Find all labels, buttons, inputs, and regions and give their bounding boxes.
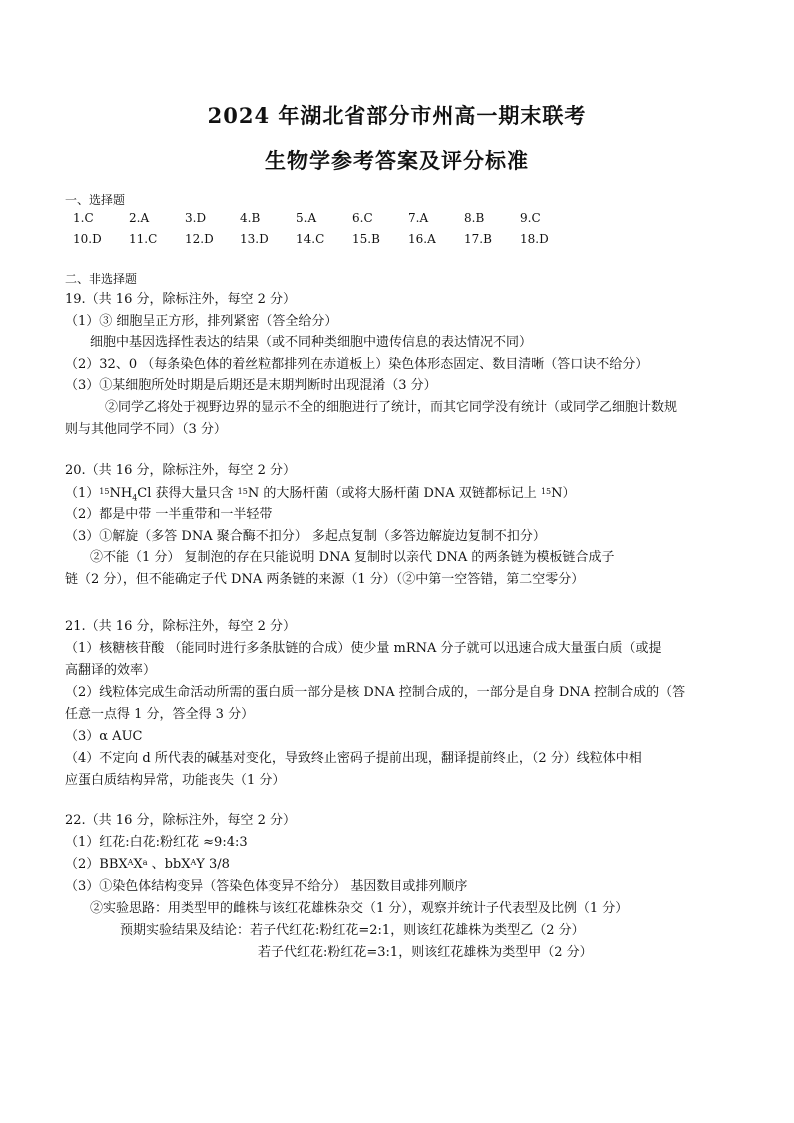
q22-answer-line: （1）红花:白花:粉红花 ≈9:4:3 <box>65 835 248 850</box>
choice-answer: 6.C <box>352 211 373 225</box>
q22-answer-line: ②实验思路：用类型甲的雌株与该红花雄株杂交（1 分），观察并统计子代表型及比例（1 分） <box>90 901 629 916</box>
choice-answer: 15.B <box>352 232 380 246</box>
choice-answer: 2.A <box>129 211 150 225</box>
choice-answer: 11.C <box>129 232 158 246</box>
choice-answer: 12.D <box>185 232 214 246</box>
choice-answer: 3.D <box>185 211 207 225</box>
q22-answer-line: 预期实验结果及结论：若子代红花:粉红花=2:1，则该红花雄株为类型乙（2 分） <box>120 923 585 938</box>
q21-answer-line: 应蛋白质结构异常，功能丧失（1 分） <box>65 773 286 788</box>
choice-answer: 7.A <box>408 211 429 225</box>
q19-answer-line: （3）①某细胞所处时期是后期还是末期判断时出现混淆（3 分） <box>65 378 437 393</box>
choice-answer: 10.D <box>73 232 102 246</box>
choice-answer: 1.C <box>73 211 94 225</box>
q21-answer-line: （2）线粒体完成生命活动所需的蛋白质一部分是核 DNA 控制合成的，一部分是自身 DNA 控制合成的（答 <box>65 685 686 700</box>
q21-answer-line: 任意一点得 1 分，答全得 3 分） <box>65 707 255 722</box>
section-choice-heading: 一、选择题 <box>65 193 126 207</box>
choice-answer: 4.B <box>240 211 261 225</box>
q19-answer-line: 则与其他同学不同）（3 分） <box>65 422 227 437</box>
q20-answer-line: 链（2 分），但不能确定子代 DNA 两条链的来源（1 分）（②中第一空答错，第二空零分） <box>65 572 585 587</box>
q21-heading: 21.（共 16 分，除标注外，每空 2 分） <box>65 619 297 634</box>
q21-answer-line: （3）α AUC <box>65 729 143 744</box>
q19-answer-line: （1）③ 细胞呈正方形，排列紧密（答全给分） <box>65 314 338 329</box>
page-title: 2024 年湖北省部分市州高一期末联考 <box>207 103 587 128</box>
section-nonchoice-heading: 二、非选择题 <box>65 272 138 286</box>
choice-answer: 17.B <box>464 232 492 246</box>
choice-answer: 5.A <box>296 211 317 225</box>
choice-answer: 13.D <box>240 232 269 246</box>
page-subtitle: 生物学参考答案及评分标准 <box>265 148 529 173</box>
choice-answer: 16.A <box>408 232 436 246</box>
q21-answer-line: （4）不定向 d 所代表的碱基对变化，导致终止密码子提前出现，翻译提前终止，（2 分）线粒体中相 <box>65 751 642 766</box>
q22-answer-line: （3）①染色体结构变异（答染色体变异不给分） 基因数目或排列顺序 <box>65 879 468 894</box>
q22-heading: 22.（共 16 分，除标注外，每空 2 分） <box>65 813 297 828</box>
q20-answer-line: $(1)^{15}NH_4Cl$ 获得大量只含 $^{15}$N 的大肠杆菌（或将大肠杆菌 DNA 双链都标记上 $^{15}$N） <box>65 486 576 503</box>
q21-answer-line: 高翻译的效率） <box>65 663 157 678</box>
q19-answer-line: ②同学乙将处于视野边界的显示不全的细胞进行了统计，而其它同学没有统计（或同学乙细胞计数规 <box>105 400 678 415</box>
q21-answer-line: （1）核糖核苷酸 （能同时进行多条肽链的合成）使少量 mRNA 分子就可以迅速合成大量蛋白质（或提 <box>65 641 662 656</box>
choice-answer: 18.D <box>520 232 549 246</box>
q22-answer-line: $(2)BBX^AX^a$ 、bbX$^A$Y 3/8 <box>65 857 230 872</box>
q19-heading: 19.（共 16 分，除标注外，每空 2 分） <box>65 292 297 307</box>
choice-answer: 9.C <box>520 211 541 225</box>
q19-answer-line: （2）32、0 （每条染色体的着丝粒都排列在赤道板上）染色体形态固定、数目清晰（答口诀不给分） <box>65 357 649 372</box>
choice-answer: 8.B <box>464 211 485 225</box>
q20-answer-line: （3）①解旋（多答 DNA 聚合酶不扣分） 多起点复制（多答边解旋边复制不扣分） <box>65 529 546 544</box>
q19-answer-line: 细胞中基因选择性表达的结果（或不同种类细胞中遗传信息的表达情况不同） <box>90 335 533 350</box>
choice-answer: 14.C <box>296 232 325 246</box>
q22-answer-line: 若子代红花:粉红花=3:1，则该红花雄株为类型甲（2 分） <box>258 945 593 960</box>
q20-answer-line: （2）都是中带 一半重带和一半轻带 <box>65 507 273 522</box>
q20-heading: 20.（共 16 分，除标注外，每空 2 分） <box>65 463 297 478</box>
q20-answer-line: ②不能（1 分） 复制泡的存在只能说明 DNA 复制时以亲代 DNA 的两条链为模板链合成子 <box>90 550 615 565</box>
